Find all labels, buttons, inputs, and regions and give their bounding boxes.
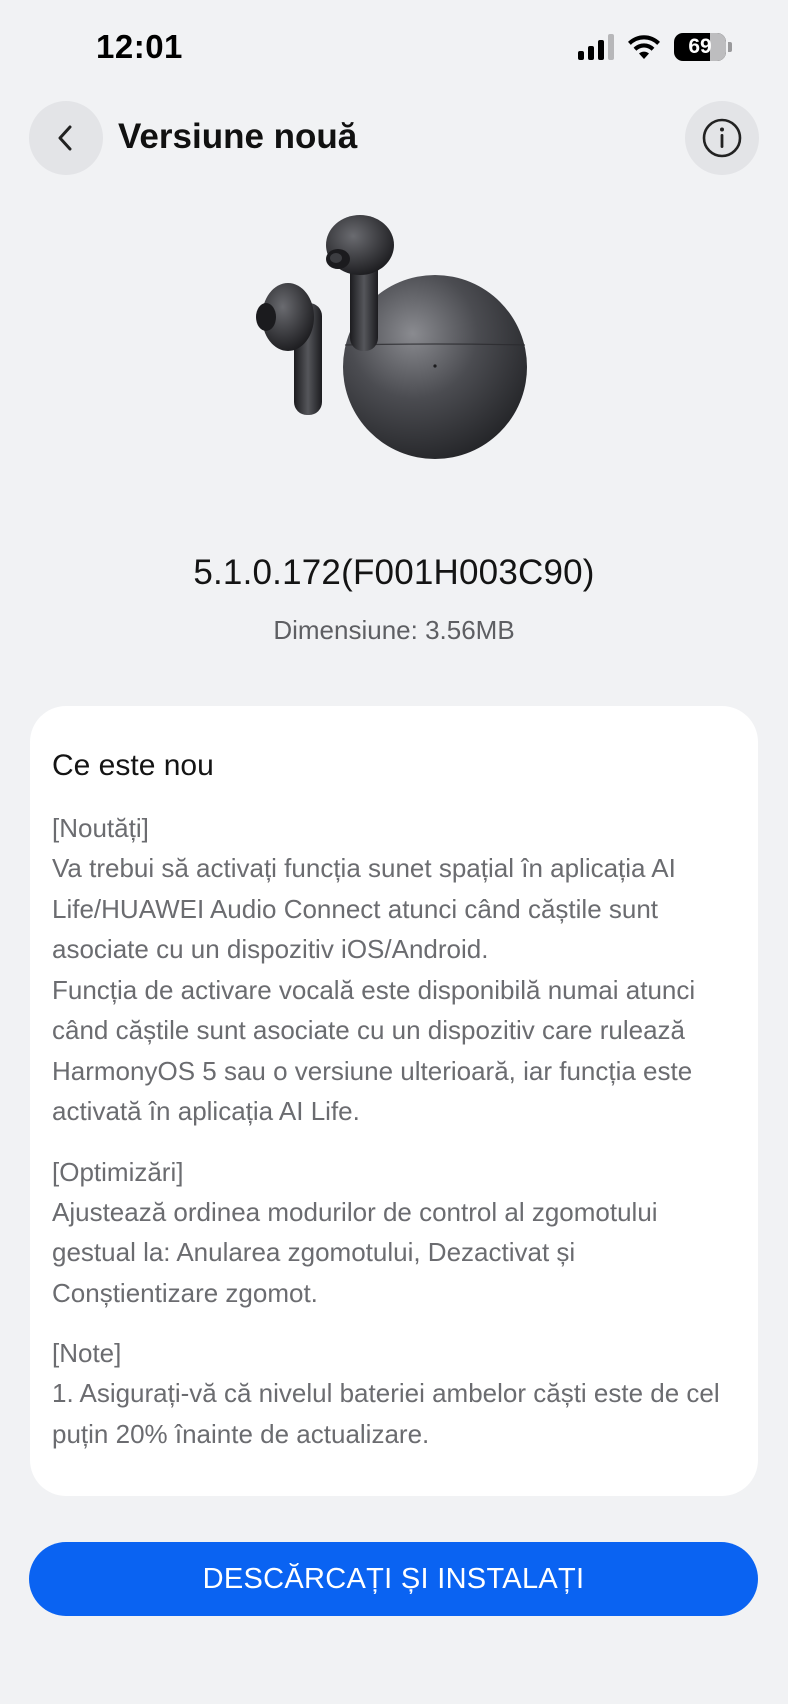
battery-cap — [728, 42, 732, 52]
info-icon — [701, 117, 743, 159]
back-button[interactable] — [29, 101, 103, 175]
chevron-left-icon — [51, 123, 81, 153]
status-time: 12:01 — [96, 28, 183, 65]
section-heading-optimizations: [Optimizări] — [52, 1156, 184, 1187]
firmware-size: Dimensiune: 3.56MB — [273, 615, 515, 645]
section-text-new: Va trebui să activați funcția sunet spațial în aplicația AI Life/HUAWEI Audio Connect atunci când căștile sunt asociate cu un dispozitiv iOS/Android. Funcția de activare vocală este disponibilă numai atunci când căștile sunt asociate cu un dispozitiv care rulează HarmonyOS 5 sau o versiune ulterioară, iar funcția este activată în aplicația AI Life. — [52, 853, 696, 1126]
section-heading-notes: [Note] — [52, 1338, 122, 1368]
status-bar — [0, 0, 788, 96]
firmware-version: 5.1.0.172(F001H003C90) — [193, 553, 595, 592]
section-text-notes: 1. Asigurați-vă că nivelul bateriei ambelor căști este de cel puțin 20% înainte de actualizare. — [52, 1378, 720, 1449]
section-heading-new: [Noutăți] — [52, 813, 149, 843]
page-title: Versiune nouă — [118, 117, 358, 156]
whats-new-card[interactable] — [30, 706, 758, 1496]
info-button[interactable] — [685, 101, 759, 175]
status-icons — [578, 30, 732, 64]
battery-level: 69 — [688, 35, 712, 58]
wifi-icon — [626, 33, 662, 61]
earbuds-product-image — [250, 215, 550, 470]
download-install-button[interactable]: DESCĂRCAȚI ȘI INSTALAȚI — [29, 1542, 758, 1616]
section-text-optimizations: Ajustează ordinea modurilor de control al zgomotului gestual la: Anularea zgomotului, Dezactivat și Conștientizare zgomot. — [52, 1196, 658, 1308]
whats-new-title: Ce este nou — [52, 749, 214, 782]
whats-new-content — [52, 748, 742, 1474]
battery-icon — [674, 33, 726, 61]
cellular-signal-icon — [578, 34, 614, 60]
